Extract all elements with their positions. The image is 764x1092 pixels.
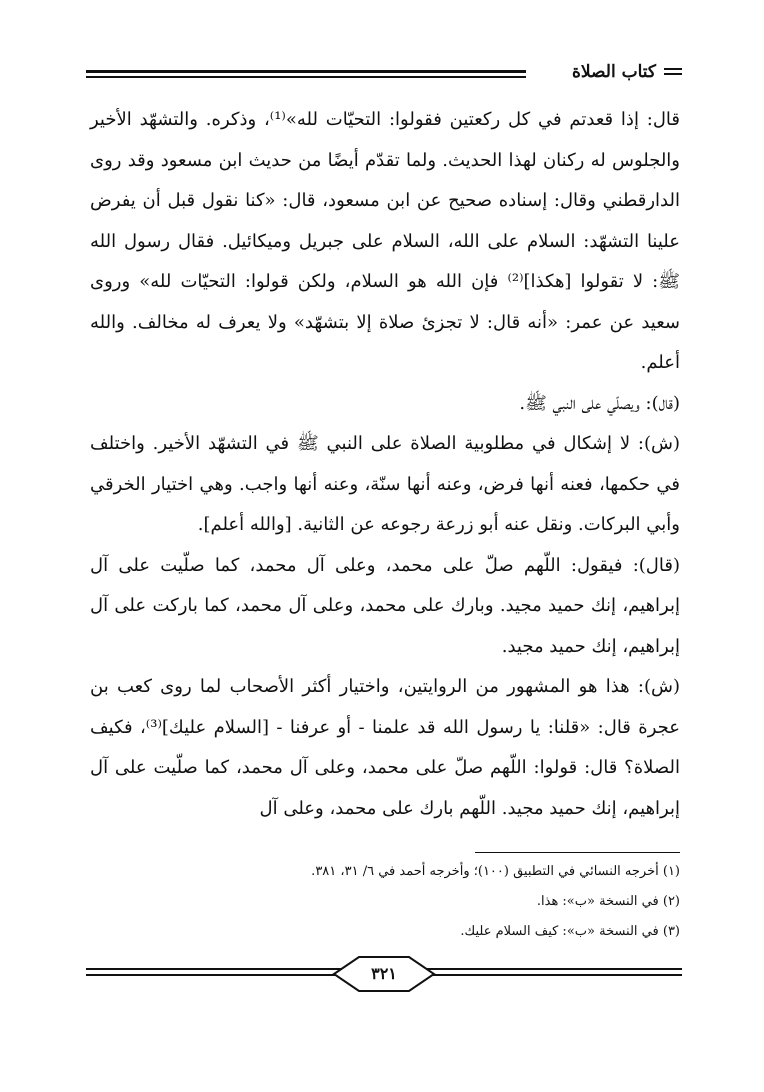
page-number: ٣٢١ xyxy=(371,964,397,983)
header-mark xyxy=(664,68,682,78)
footnote-2: (٢) في النسخة «ب»: هذا. xyxy=(536,894,680,909)
running-header xyxy=(86,64,682,88)
footnote-3: (٣) في النسخة «ب»: كيف السلام عليك. xyxy=(460,924,680,939)
paragraph-3: (ش): لا إشكال في مطلوبية الصلاة على النبي ﷺ في التشهّد الأخير. واختلف في حكمها، فعنه أنها فرض، وعنه أنها سنّة، وعنه أنها واجب. وهي اختيار الخرقي وأبي البركات. ونقل عنه أبو زرعة رجوعه عن الثانية. [والله أعلم]. xyxy=(90,433,680,535)
header-title: كتاب الصلاة xyxy=(571,62,656,82)
paragraph-4: (قال): فيقول: اللّهم صلّ على محمد، وعلى آل محمد، كما صلّيت على آل إبراهيم، إنك حميد مجيد. وبارك على محمد، وعلى آل محمد، كما باركت على آل إبراهيم، إنك حميد مجيد. xyxy=(90,554,680,657)
paragraph-2: (قال): ويصلّي على النبي ﷺ. xyxy=(519,392,680,414)
footnote-1: (١) أخرجه النسائي في التطبيق (١٠٠)؛ وأخرجه أحمد في ٦/ ٣١، ٣٨١. xyxy=(311,864,680,879)
header-rule xyxy=(86,70,526,81)
page-footer xyxy=(86,960,682,1000)
paragraph-5: (ش): هذا هو المشهور من الروايتين، واختيار أكثر الأصحاب لما روى كعب بن عجرة قال: «قلنا: يا رسول الله قد علمنا - أو عرفنا - [السلام عليك]⁽³⁾، فكيف الصلاة؟ قال: قولوا: اللّهم صلّ على محمد، وعلى آل محمد، كما صلّيت على آل إبراهيم، إنك حميد مجيد. اللّهم بارك على محمد، وعلى آل xyxy=(90,676,681,819)
footnotes xyxy=(90,860,680,950)
paragraph-1: قال: إذا قعدتم في كل ركعتين فقولوا: التحيّات لله»⁽¹⁾، وذكره. والتشهّد الأخير والجلوس له ركنان لهذا الحديث. ولما تقدّم أيضًا من حديث ابن مسعود وقد روى الدارقطني وقال: إسناده صحيح عن ابن مسعود، قال: «كنا نقول قبل أن يفرض علينا التشهّد: السلام على الله، السلام على جبريل وميكائيل. فقال رسول الله ﷺ: لا تقولوا [هكذا]⁽²⁾ فإن الله هو السلام، ولكن قولوا: التحيّات لله» وروى سعيد عن عمر: «أنه قال: لا تجزئ صلاة إلا بتشهّد» ولا يعرف له مخالف. والله أعلم. xyxy=(90,109,680,373)
footnote-separator xyxy=(475,852,680,853)
main-text xyxy=(90,100,680,829)
